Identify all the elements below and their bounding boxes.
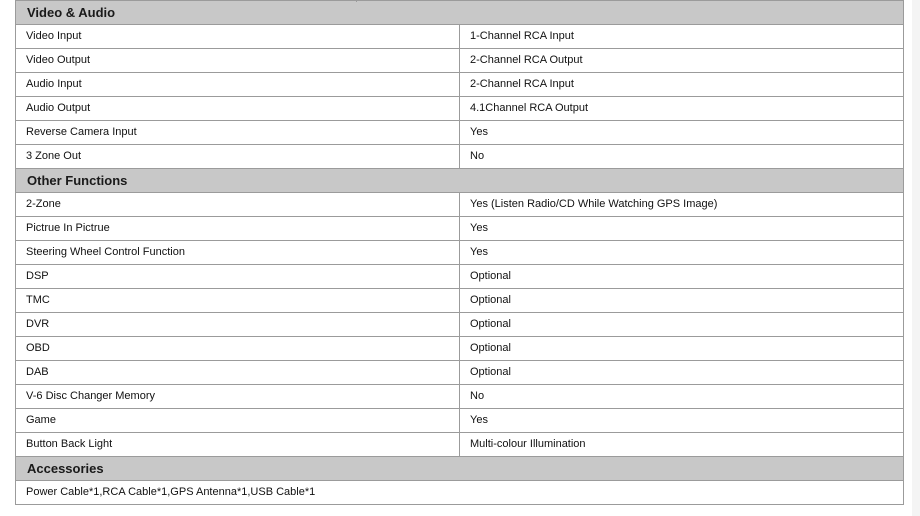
spec-value: 1-Channel RCA Input [460,25,904,49]
spec-value: Multi-colour Illumination [460,433,904,457]
spec-label: Audio Output [16,97,460,121]
table-row [16,361,904,385]
table-row [16,49,904,73]
spec-value: 2-Channel RCA Input [460,73,904,97]
spec-label: Button Back Light [16,433,460,457]
spec-value: Yes [460,241,904,265]
section-title: Video & Audio [16,1,904,25]
spec-label: V-6 Disc Changer Memory [16,385,460,409]
section-header-accessories [16,457,904,481]
spec-value: Optional [460,289,904,313]
spec-value: Optional [460,313,904,337]
table-row [16,97,904,121]
spec-table [15,0,904,505]
spec-label: Video Input [16,25,460,49]
table-row [16,409,904,433]
table-row [16,241,904,265]
table-row [16,385,904,409]
spec-label: 3 Zone Out [16,145,460,169]
spec-value: Optional [460,265,904,289]
section-header-other-functions [16,169,904,193]
accessories-note: Power Cable*1,RCA Cable*1,GPS Antenna*1,USB Cable*1 [16,481,904,505]
column-divider-cap [356,0,357,2]
table-row [16,433,904,457]
spec-label: Video Output [16,49,460,73]
section-header-video-audio [16,1,904,25]
spec-label: Pictrue In Pictrue [16,217,460,241]
page-edge [912,0,920,516]
spec-label: Game [16,409,460,433]
spec-label: DVR [16,313,460,337]
spec-value: No [460,145,904,169]
spec-label: Steering Wheel Control Function [16,241,460,265]
table-row [16,481,904,505]
table-row [16,217,904,241]
table-row [16,265,904,289]
spec-value: 2-Channel RCA Output [460,49,904,73]
spec-label: Reverse Camera Input [16,121,460,145]
table-row [16,121,904,145]
spec-label: TMC [16,289,460,313]
spec-value: Yes [460,409,904,433]
spec-value: Yes [460,217,904,241]
table-row [16,313,904,337]
spec-label: OBD [16,337,460,361]
spec-value: Yes [460,121,904,145]
spec-value: 4.1Channel RCA Output [460,97,904,121]
spec-label: DAB [16,361,460,385]
section-title: Accessories [16,457,904,481]
spec-value: Yes (Listen Radio/CD While Watching GPS Image) [460,193,904,217]
table-row [16,25,904,49]
spec-value: Optional [460,337,904,361]
table-row [16,289,904,313]
table-row [16,145,904,169]
spec-label: Audio Input [16,73,460,97]
spec-value: No [460,385,904,409]
table-row [16,73,904,97]
section-title: Other Functions [16,169,904,193]
spec-label: 2-Zone [16,193,460,217]
spec-label: DSP [16,265,460,289]
table-row [16,193,904,217]
spec-value: Optional [460,361,904,385]
table-row [16,337,904,361]
